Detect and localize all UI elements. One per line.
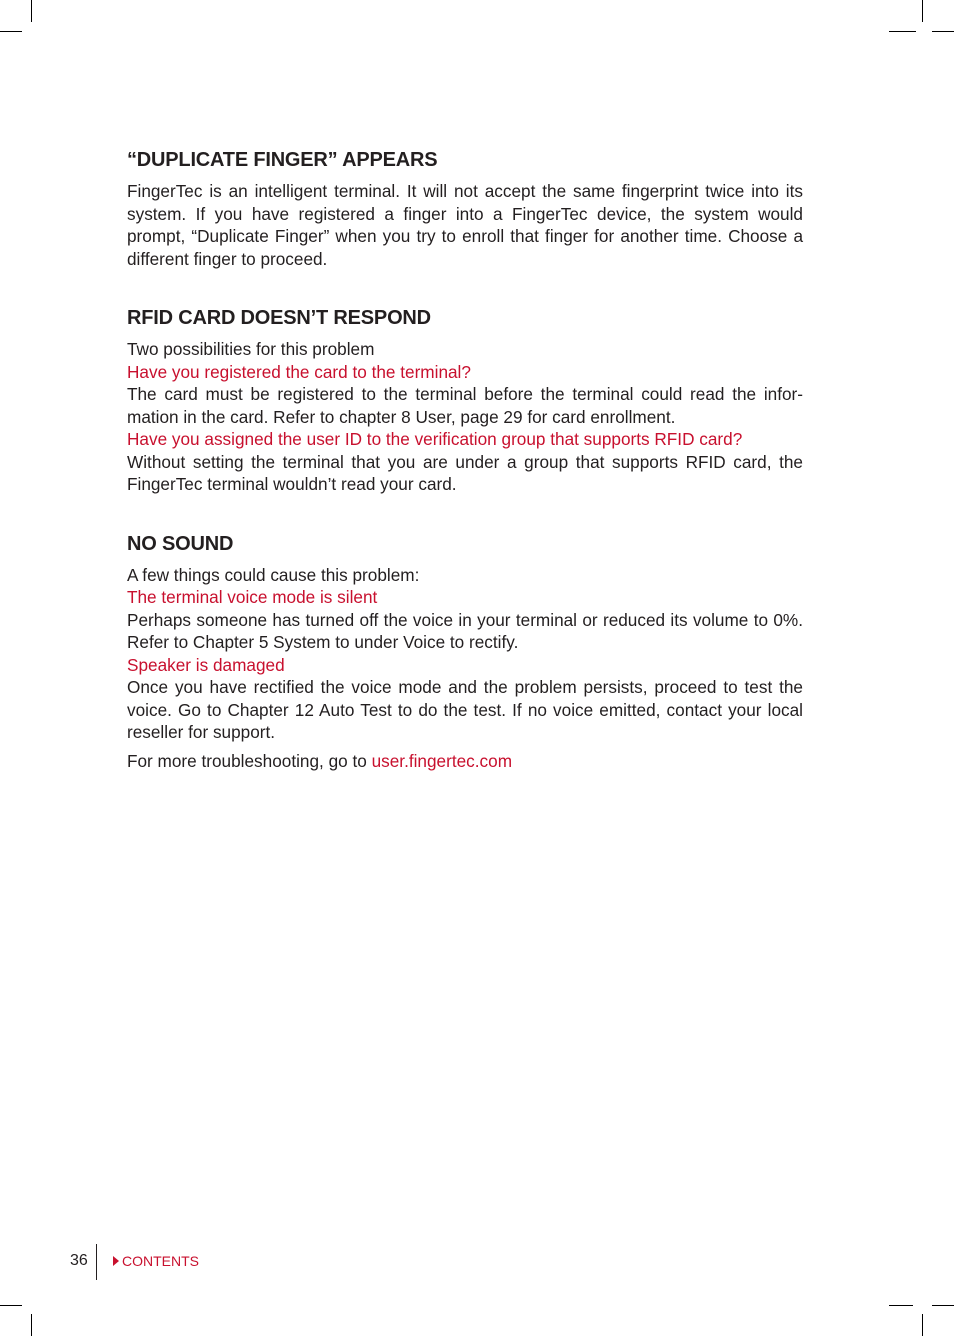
section-intro: A few things could cause this problem:	[127, 564, 420, 585]
fingertec-link[interactable]: user.fingertec.com	[371, 750, 513, 771]
more-troubleshooting	[127, 750, 803, 773]
more-troubleshooting-text: For more troubleshooting, go to	[127, 750, 372, 771]
section-intro: FingerTec is an intelligent terminal. It will not accept the same fingerprint twice into its system. If you have registered a finger into a FingerTec device, the system would prompt, “Duplicate Finger” when you try to enroll that finger for another time. Choose a different finger to proceed.	[127, 181, 803, 269]
crop-mark	[889, 1305, 913, 1306]
crop-mark	[0, 31, 22, 32]
section-rfid-card	[127, 304, 803, 496]
sub-question: Speaker is damaged	[127, 654, 285, 675]
section-heading: RFID CARD DOESN’T RESPOND	[127, 307, 431, 329]
crop-mark	[31, 1314, 32, 1336]
crop-mark	[922, 1314, 923, 1336]
section-no-sound	[127, 530, 803, 773]
contents-link[interactable]	[113, 1252, 199, 1270]
crop-mark	[889, 31, 916, 32]
triangle-right-icon	[113, 1256, 119, 1266]
sub-answer: Perhaps someone has turned off the voice in your terminal or reduced its volume to 0%. Refer to Chapter 5 System to under Voice to rectify.	[127, 609, 803, 652]
section-intro: Two possibilities for this problem	[127, 339, 375, 359]
page-number: 36	[70, 1252, 88, 1269]
sub-answer: The card must be registered to the terminal before the terminal could read the infor-mation in the card. Refer to chapter 8 User, page 29 for card enrollment.	[127, 384, 803, 427]
page-number-divider	[96, 1244, 97, 1280]
crop-mark	[922, 0, 923, 22]
section-heading: “DUPLICATE FINGER” APPEARS	[127, 149, 438, 171]
crop-mark	[0, 1305, 22, 1306]
crop-mark	[932, 1305, 954, 1306]
sub-answer: Without setting the terminal that you are under a group that supports RFID card, the FingerTec terminal wouldn’t read your card.	[127, 451, 803, 494]
sub-question: Have you assigned the user ID to the verification group that supports RFID card?	[127, 429, 743, 449]
sub-answer: Once you have rectified the voice mode and the problem persists, proceed to test the voice. Go to Chapter 12 Auto Test to do the test. If no voice emitted, contact your local reseller for support.	[127, 677, 803, 742]
crop-mark	[932, 31, 954, 32]
sub-question: The terminal voice mode is silent	[127, 587, 378, 607]
section-heading: NO SOUND	[127, 532, 234, 555]
section-duplicate-finger	[127, 146, 803, 270]
contents-label: CONTENTS	[122, 1253, 199, 1269]
sub-question: Have you registered the card to the terminal?	[127, 361, 471, 382]
crop-mark	[31, 0, 32, 22]
page-content	[127, 146, 803, 772]
